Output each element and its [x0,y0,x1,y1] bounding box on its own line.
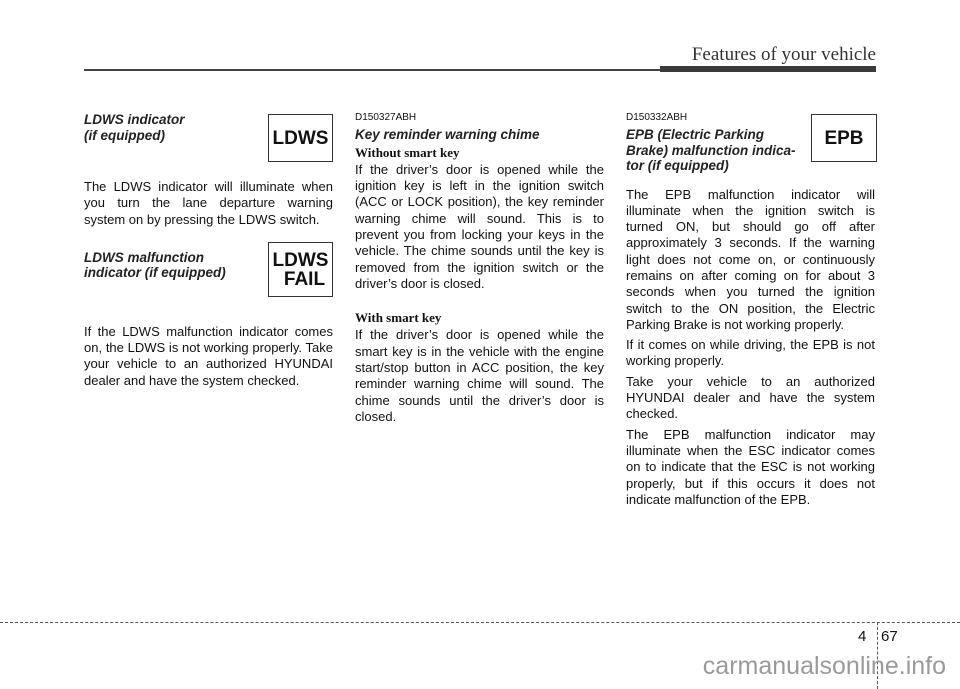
epb-text-2: If it comes on while driving, the EPB is not working properly. [626,337,875,369]
column-3 [626,112,875,512]
column-2 [355,112,604,429]
indicator-line: LDWS [272,249,329,271]
with-smart-key-text: If the driver’s door is opened while the smart key is in the vehicle with the engine start/stop button in ACC position, the key reminder warning chime will sound. The chime sounds until the driver’s door is closed. [355,327,604,424]
heading-line: LDWS malfunction [84,249,204,265]
section-code: D150332ABH [626,112,688,123]
ldws-fail-text: If the LDWS malfunction indicator comes on, the LDWS is not working properly. Take your vehicle to an authorized HYUNDAI dealer and have the system checked. [84,323,333,388]
heading-line: Brake) malfunction indica- [626,142,796,158]
epb-text-1: The EPB malfunction indicator will illuminate when the ignition switch is turned ON, but should go off after approximately 3 seconds. If the warning light does not come on, or continuously remains on after coming on for about 3 seconds when you turned the ignition switch to the ON position, the Electric Parking Brake is not working properly. [626,186,875,332]
heading-line: LDWS indicator [84,112,185,127]
header-rule [84,69,664,71]
footer-rule [0,622,960,623]
without-smart-key-subheading: Without smart key [355,144,460,160]
epb-indicator-icon: EPB [811,114,877,162]
epb-text-4: The EPB malfunction indicator may illuminate when the ESC indicator comes on to indicate that the ESC is not working properly, but if this occurs it does not indicate malfunction of the EPB. [626,426,875,507]
ldws-text: The LDWS indicator will illuminate when you turn the lane departure warning system on by pressing the LDWS switch. [84,179,333,227]
epb-text-3: Take your vehicle to an authorized HYUNDAI dealer and have the system checked. [626,373,875,422]
ldws-fail-indicator-icon [268,242,333,297]
section-title: Features of your vehicle [691,44,876,65]
watermark: carmanualsonline.info [702,652,946,680]
section-number: 4 [858,628,867,645]
heading-line: (if equipped) [84,127,165,143]
section-code: D150327ABH [355,112,417,123]
key-reminder-heading: Key reminder warning chime [355,127,540,142]
without-smart-key-text: If the driver’s door is opened while the ignition key is left in the ignition switch (ACC or LOCK position), the key reminder warning chime will sound. This is to prevent you from locking your keys in the vehicle. The chime sounds until the key is removed from the ignition switch or the driver’s door is closed. [355,161,604,291]
heading-line: tor (if equipped) [626,158,729,173]
ldws-indicator-icon: LDWS [268,114,333,162]
page-number: 67 [881,628,898,645]
indicator-line: FAIL [283,268,326,290]
header-bar [660,66,876,72]
heading-line: indicator (if equipped) [84,265,226,281]
with-smart-key-subheading: With smart key [355,310,442,326]
heading-line: EPB (Electric Parking [626,127,765,142]
